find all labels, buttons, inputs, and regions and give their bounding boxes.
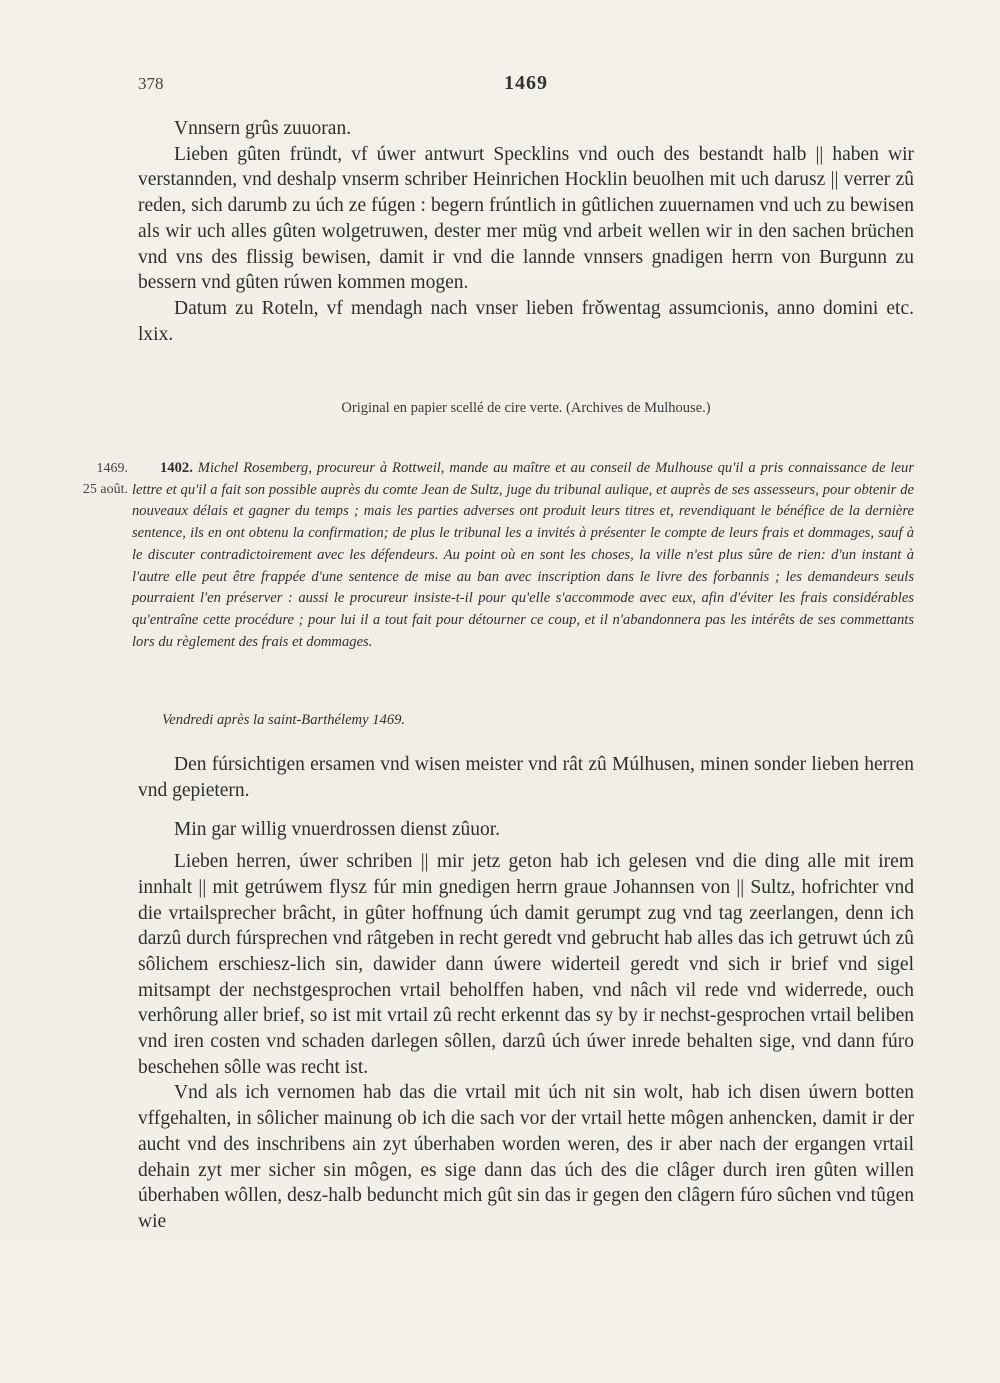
margin-note-date: 25 août. — [82, 482, 128, 497]
letter-2-address: Den fúrsichtigen ersamen vnd wisen meister vnd rât zû Múlhusen, minen sonder lieben herren vnd gepietern. — [138, 754, 914, 801]
page-number: 378 — [138, 74, 164, 93]
running-header — [138, 74, 914, 98]
margin-note-year: 1469. — [96, 461, 128, 476]
letter-2-paragraph-2: Vnd als ich vernomen hab das die vrtail mit úch nit sin wolt, hab ich disen úwern botten vffgehalten, in sôlicher mainung ob ich die sach vor der vrtail hette môgen anhencken, damit ir der aucht vnd des inschribens ain zyt úberhaben worden weren, des ir aber nach der ergangen vrtail dehain zyt mer sicher sin môgen, es sige dann das úch des die clâger durch iren gûten willen úberhaben wôllen, desz-halb beduncht mich gût sin das ir gegen den clâgern fúro sûchen vnd tûgen wie — [138, 1082, 914, 1232]
letter-1-paragraph-2: Datum zu Roteln, vf mendagh nach vnser lieben frǒwentag assumcionis, anno domini etc. lxix. — [138, 297, 914, 345]
header-year: 1469 — [504, 72, 548, 94]
letter-2 — [138, 752, 914, 1235]
letter-1 — [138, 116, 914, 347]
regest-number: 1402. — [160, 460, 193, 476]
regest-date: Vendredi après la saint-Barthélemy 1469. — [162, 712, 406, 728]
regest-text: Michel Rosemberg, procureur à Rottweil, mande au maître et au conseil de Mulhouse qu'il a pris connaissance de leur lettre et qu'il a fait son possible auprès du comte Jean de Sultz, juge du tribunal aulique, et auprès de ses assesseurs, pour obtenir de nouveaux délais et gagner du temps ; mais les parties adverses ont produit leurs titres et, revendiquant le bénéfice de la dernière sentence, ils en ont obtenu la confirmation; de plus le tribunal les a invités à présenter le compte de leurs frais et dommages, sauf à le discuter contradictoirement avec les défendeurs. Au point où en sont les choses, la ville n'est plus sûre de rien: d'un instant à l'autre elle peut être frappée d'une sentence de mise au ban avec inscription dans le livre des forbannis ; les demandeurs seuls pourraient l'en préserver : aussi le procureur insiste-t-il pour qu'elle s'accommode avec eux, afin d'éviter les frais considérables qu'entraîne cette procédure ; pour lui il a tout fait pour détourner ce coup, et il n'abandonnera pas les intérêts de ses commettants lors du règlement des frais et dommages. — [132, 460, 915, 650]
letter-2-paragraph-1: Lieben herren, úwer schriben || mir jetz geton hab ich gelesen vnd die ding alle mit irem innhalt || mit getrúwem flysz fúr min gnedigen herrn graue Johannsen von || Sultz, hofrichter vnd die vrtailsprecher brâcht, in gûter hoffnung úch damit gerumpt zug vnd tag zeerlangen, denn ich darzû durch fúrsprechen vnd râtgeben in recht geredt vnd gebrucht hab alles das ich getruwt úch zû sôlichem erschiesz-lich sin, dawider dann úwere widerteil geredt vnd sich ir brief vnd sigel mitsampt der nechstgesprochen vrtail beholffen haben, vnd nâch vil rede vnd widerrede, ouch verhôrung aller brief, so ist mit vrtail zû recht erkennt das sy by ir nechst-gesprochen vrtail beliben vnd iren costen vnd schaden darlegen sôllen, darzû úch úwer inrede behalten sige, vnd dann fúro beschehen sôlle was recht ist. — [138, 851, 914, 1078]
regest-summary — [132, 458, 914, 653]
letter-1-paragraph-1: Lieben gûten fründt, vf úwer antwurt Specklins vnd ouch des bestandt halb || haben wir verstannden, vnd deshalp vnserm schriber Heinrichen Hocklin beuolhen mit uch darusz || verrer zû reden, sich darumb zu úch ze fúgen : begern frúntlich in gûtlichen zuuernamen vnd uch zu bewisen als wir uch alles gûten wolgetruwen, dester mer müg vnd arbeit wellen wir in den sachen brüchen vnd vns des flissig bewisen, damit ir vnd die lannde vnnsers gnadigen herrn von Burgunn zu bessern vnd gûten rúwen kommen mogen. — [138, 143, 914, 294]
letter-1-greeting: Vnnsern grûs zuuoran. — [174, 118, 352, 139]
letter-2-greeting: Min gar willig vnuerdrossen dienst zûuor. — [174, 819, 501, 841]
margin-note — [48, 458, 128, 500]
source-note: Original en papier scellé de cire verte. (Archives de Mulhouse.) — [341, 400, 711, 416]
